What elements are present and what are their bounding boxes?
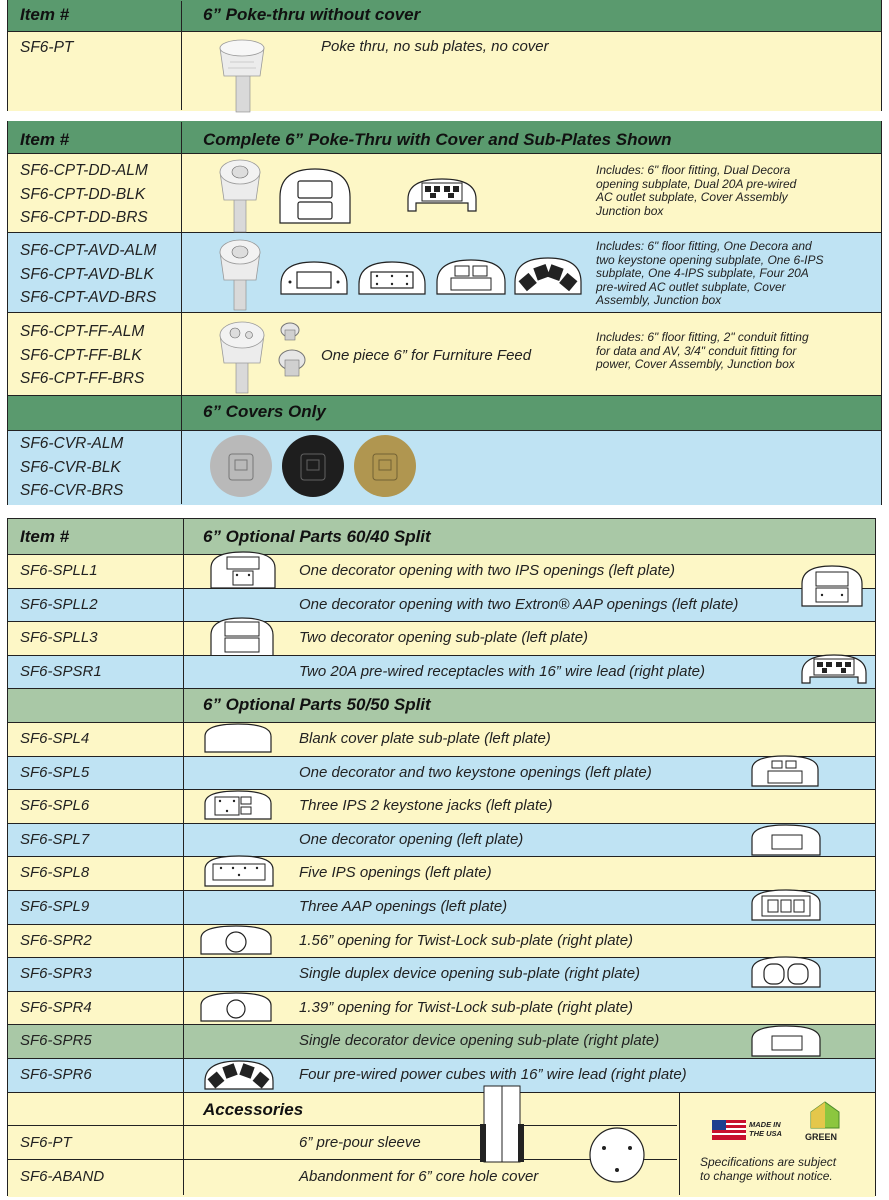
item-description: One decorator opening with two IPS openings (left plate) bbox=[299, 562, 676, 579]
split-5050-plate-spr3-image bbox=[750, 955, 822, 989]
made-in-usa-label: MADE IN THE USA bbox=[749, 1119, 782, 1138]
green-house-icon bbox=[808, 1100, 842, 1130]
split-5050-plate-spr5-image bbox=[750, 1024, 822, 1058]
item-description: Two decorator opening sub-plate (left plate) bbox=[299, 629, 589, 647]
item-description: One piece 6” for Furniture Feed bbox=[321, 347, 532, 364]
header-title: 6” Optional Parts 60/40 Split bbox=[203, 527, 431, 546]
item-code: SF6-SPR4 bbox=[20, 998, 92, 1016]
item-code: SF6-SPR6 bbox=[20, 1066, 92, 1083]
poke-thru-image bbox=[216, 36, 268, 112]
header-title: 6” Poke-thru without cover bbox=[203, 5, 421, 24]
four-ips-subplate-image bbox=[435, 258, 507, 296]
item-description: Poke thru, no sub plates, no cover bbox=[321, 38, 549, 55]
dual-decora-subplate-image bbox=[276, 167, 354, 225]
item-description: Two 20A pre-wired receptacles with 16” wire lead (right plate) bbox=[299, 662, 706, 680]
table-poke-thru-without-cover bbox=[7, 0, 882, 111]
item-code: SF6-ABAND bbox=[20, 1167, 105, 1185]
includes-note: Includes: 6" floor fitting, One Decora and two keystone opening subplate, One 6-IPS subplate, One 4-IPS subplate, Four 20A pre-wired AC outlet subplate, Cover Assembly, Junction box bbox=[596, 239, 824, 307]
split-5050-plate-spl4-image bbox=[203, 722, 273, 754]
item-code: SF6-SPL4 bbox=[20, 730, 90, 747]
split-5050-plate-spr2-image bbox=[199, 924, 273, 956]
split-5050-header bbox=[8, 688, 875, 722]
four-power-cube-subplate-image bbox=[513, 256, 583, 296]
aluminum-cover bbox=[210, 435, 272, 497]
item-code: SF6-SPL7 bbox=[20, 830, 90, 848]
item-code: SF6-SPR3 bbox=[20, 965, 92, 983]
item-description: 1.39” opening for Twist-Lock sub-plate (right plate) bbox=[299, 998, 634, 1016]
header-item-number: Item # bbox=[20, 130, 70, 149]
split-5050-plate-spr6-image bbox=[203, 1059, 275, 1091]
item-codes: SF6-CPT-DD-ALM SF6-CPT-DD-BLK SF6-CPT-DD-BRS bbox=[20, 162, 148, 226]
split-5050-plate-spr4-image bbox=[199, 991, 273, 1023]
item-code: SF6-PT bbox=[20, 39, 74, 56]
table-optional-parts bbox=[7, 518, 876, 1196]
black-cover bbox=[282, 435, 344, 497]
split-6040-plate-spsr1-image bbox=[800, 653, 868, 685]
item-code: SF6-SPL5 bbox=[20, 763, 90, 781]
split-5050-plate-spl8-image bbox=[203, 854, 275, 888]
item-description: Three AAP openings (left plate) bbox=[299, 898, 508, 915]
item-description: Single decorator device opening sub-plate (right plate) bbox=[299, 1032, 660, 1050]
covers-only-title: 6” Covers Only bbox=[203, 402, 326, 421]
item-codes: SF6-CVR-ALM SF6-CVR-BLK SF6-CVR-BRS bbox=[20, 435, 124, 499]
split-6040-plate-spll2-image bbox=[800, 564, 864, 608]
item-code: SF6-SPLL3 bbox=[20, 629, 98, 647]
accessories-title: Accessories bbox=[203, 1099, 304, 1119]
includes-note: Includes: 6" floor fitting, Dual Decora opening subplate, Dual 20A pre-wired AC outlet subplate, Cover Assembly Junction box bbox=[596, 163, 797, 218]
item-description: One decorator and two keystone openings (left plate) bbox=[299, 763, 652, 781]
floor-fitting-image bbox=[218, 238, 262, 310]
item-codes: SF6-CPT-FF-ALM SF6-CPT-FF-BLK SF6-CPT-FF-BRS bbox=[20, 323, 145, 387]
item-description: One decorator opening with two Extron® AAP openings (left plate) bbox=[299, 595, 739, 613]
item-code: SF6-SPL6 bbox=[20, 797, 90, 815]
table-row bbox=[8, 430, 881, 505]
item-code: SF6-SPL9 bbox=[20, 898, 90, 915]
item-code: SF6-SPR2 bbox=[20, 931, 92, 949]
split-5050-plate-spl5-image bbox=[750, 754, 820, 788]
floor-fitting-image bbox=[218, 158, 262, 232]
header-item-number: Item # bbox=[20, 5, 70, 24]
item-description: One decorator opening (left plate) bbox=[299, 830, 524, 848]
item-description: 6” pre-pour sleeve bbox=[299, 1133, 421, 1151]
item-code: SF6-SPL8 bbox=[20, 864, 90, 882]
item-code: SF6-SPLL2 bbox=[20, 595, 98, 613]
header-item-number: Item # bbox=[20, 527, 70, 546]
item-code: SF6-SPR5 bbox=[20, 1032, 92, 1050]
includes-note: Includes: 6" floor fitting, 2" conduit fitting for data and AV, 3/4" conduit fitting for power, Cover Assembly, Junction box bbox=[596, 330, 809, 371]
split-6040-plate-spll3-image bbox=[209, 616, 275, 658]
pre-wired-outlet-subplate-image bbox=[406, 177, 478, 213]
split-5050-plate-spl6-image bbox=[203, 789, 273, 821]
brass-cover bbox=[354, 435, 416, 497]
split-5050-plate-spl7-image bbox=[750, 823, 822, 857]
conduit-fittings-image bbox=[274, 320, 308, 384]
item-description: Single duplex device opening sub-plate (right plate) bbox=[299, 965, 641, 983]
item-description: Blank cover plate sub-plate (left plate) bbox=[299, 730, 551, 747]
green-label: GREEN bbox=[805, 1131, 838, 1142]
item-description: Four pre-wired power cubes with 16” wire lead (right plate) bbox=[299, 1066, 687, 1083]
split-6040-plate-spll1-image bbox=[209, 550, 277, 590]
item-description: 1.56” opening for Twist-Lock sub-plate (right plate) bbox=[299, 931, 634, 949]
item-codes: SF6-CPT-AVD-ALM SF6-CPT-AVD-BLK SF6-CPT-AVD-BRS bbox=[20, 242, 157, 306]
item-description: Abandonment for 6” core hole cover bbox=[299, 1167, 539, 1185]
decora-keystone-subplate-image bbox=[279, 260, 349, 296]
item-description: Three IPS 2 keystone jacks (left plate) bbox=[299, 797, 553, 815]
table-header bbox=[8, 0, 881, 31]
split-6040-header bbox=[8, 519, 875, 554]
item-description: Five IPS openings (left plate) bbox=[299, 864, 492, 882]
split-5050-plate-spl9-image bbox=[750, 888, 822, 922]
item-code: SF6-SPSR1 bbox=[20, 662, 102, 680]
us-flag-icon bbox=[712, 1120, 746, 1140]
item-code: SF6-PT bbox=[20, 1133, 72, 1151]
abandonment-cover-image bbox=[588, 1126, 646, 1184]
covers-image bbox=[209, 434, 419, 498]
specifications-note: Specifications are subject to change without notice. bbox=[700, 1154, 837, 1183]
header-title: Complete 6” Poke-Thru with Cover and Sub-Plates Shown bbox=[203, 130, 672, 149]
furniture-feed-fitting-image bbox=[218, 319, 266, 393]
covers-header-row bbox=[8, 395, 881, 430]
item-code: SF6-SPLL1 bbox=[20, 562, 98, 579]
header-title: 6” Optional Parts 50/50 Split bbox=[203, 695, 431, 715]
table-complete-poke-thru bbox=[7, 121, 882, 505]
six-ips-subplate-image bbox=[357, 260, 427, 296]
pre-pour-sleeve-image bbox=[476, 1084, 528, 1162]
